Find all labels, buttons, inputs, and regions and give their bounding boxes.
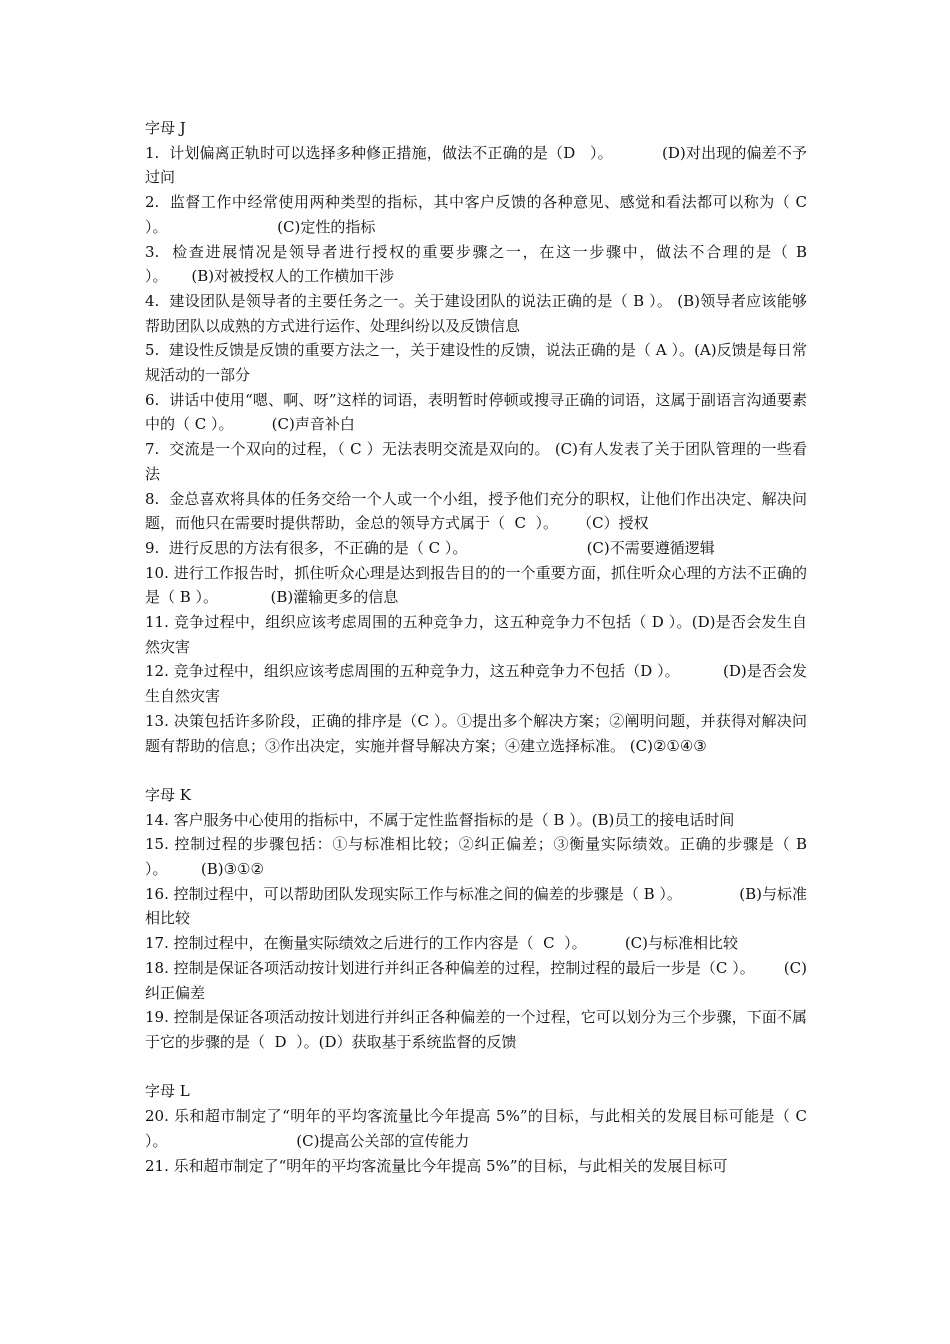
question-3: 3. 检查进展情况是领导者进行授权的重要步骤之一，在这一步骤中，做法不合理的是（ B ）。 (B)对被授权人的工作横加干涉 xyxy=(145,242,807,286)
section-k xyxy=(145,783,807,1055)
question-14: 14. 客户服务中心使用的指标中，不属于定性监督指标的是（ B ）。(B)员工的接电话时间 xyxy=(145,810,735,829)
question-2: 2. 监督工作中经常使用两种类型的指标，其中客户反馈的各种意见、感觉和看法都可以称为（ C ）。 (C)定性的指标 xyxy=(145,193,807,236)
question-12: 12. 竞争过程中，组织应该考虑周围的五种竞争力，这五种竞争力不包括（D ）。 (D)是否会发生自然灾害 xyxy=(145,662,807,706)
section-heading-l: 字母 L xyxy=(145,1082,190,1101)
question-18: 18. 控制是保证各项活动按计划进行并纠正各种偏差的过程，控制过程的最后一步是（C ）。 (C)纠正偏差 xyxy=(145,958,807,1002)
section-spacer xyxy=(145,758,807,783)
section-l xyxy=(145,1079,807,1178)
question-19: 19. 控制是保证各项活动按计划进行并纠正各种偏差的一个过程，它可以划分为三个步骤，下面不属于它的步骤的是（ D ）。(D）获取基于系统监督的反馈 xyxy=(145,1008,807,1051)
document-page xyxy=(145,116,807,1178)
question-21: 21. 乐和超市制定了“明年的平均客流量比今年提高 5%”的目标，与此相关的发展目标可 xyxy=(145,1156,728,1175)
question-13: 13. 决策包括许多阶段，正确的排序是（C ）。①提出多个解决方案；②阐明问题，并获得对解决问题有帮助的信息；③作出决定，实施并督导解决方案；④建立选择标准。 (C)②①④③ xyxy=(145,711,807,755)
section-heading-k: 字母 K xyxy=(145,785,191,804)
question-15: 15. 控制过程的步骤包括：①与标准相比较；②纠正偏差；③衡量实际绩效。正确的步骤是（ B ）。 (B)③①② xyxy=(145,835,807,879)
question-10: 10. 进行工作报告时，抓住听众心理是达到报告目的的一个重要方面，抓住听众心理的方法不正确的是（ B ）。 (B)灌输更多的信息 xyxy=(145,563,807,607)
question-7: 7. 交流是一个双向的过程，（ C ）无法表明交流是双向的。 (C)有人发表了关于团队管理的一些看法 xyxy=(145,440,807,483)
question-1: 1. 计划偏离正轨时可以选择多种修正措施，做法不正确的是（D ）。 (D)对出现的偏差不予过问 xyxy=(145,143,807,187)
question-20: 20. 乐和超市制定了“明年的平均客流量比今年提高 5%”的目标，与此相关的发展目标可能是（ C ）。 (C)提高公关部的宣传能力 xyxy=(145,1107,807,1150)
question-5: 5. 建设性反馈是反馈的重要方法之一，关于建设性的反馈，说法正确的是（ A ）。(A)反馈是每日常规活动的一部分 xyxy=(145,341,807,385)
question-4: 4. 建设团队是领导者的主要任务之一。关于建设团队的说法正确的是（ B ）。 (B)领导者应该能够帮助团队以成熟的方式进行运作、处理纠纷以及反馈信息 xyxy=(145,291,807,335)
question-17: 17. 控制过程中，在衡量实际绩效之后进行的工作内容是（ C ）。 (C)与标准相比较 xyxy=(145,934,739,953)
question-9: 9. 进行反思的方法有很多，不正确的是（ C ）。 (C)不需要遵循逻辑 xyxy=(145,538,715,557)
section-heading-j: 字母 J xyxy=(145,119,186,137)
section-j xyxy=(145,116,807,758)
question-11: 11. 竞争过程中，组织应该考虑周围的五种竞争力，这五种竞争力不包括（ D ）。(D)是否会发生自然灾害 xyxy=(145,613,807,656)
question-8: 8. 金总喜欢将具体的任务交给一个人或一个小组，授予他们充分的职权，让他们作出决定、解决问题，而他只在需要时提供帮助，金总的领导方式属于（ C ）。 （C）授权 xyxy=(145,489,807,533)
question-16: 16. 控制过程中，可以帮助团队发现实际工作与标准之间的偏差的步骤是（ B ）。 (B)与标准相比较 xyxy=(145,884,807,928)
question-6: 6. 讲话中使用“嗯、啊、呀”这样的词语，表明暂时停顿或搜寻正确的词语，这属于副语言沟通要素中的（ C ）。 (C)声音补白 xyxy=(145,390,807,434)
section-spacer xyxy=(145,1055,807,1080)
